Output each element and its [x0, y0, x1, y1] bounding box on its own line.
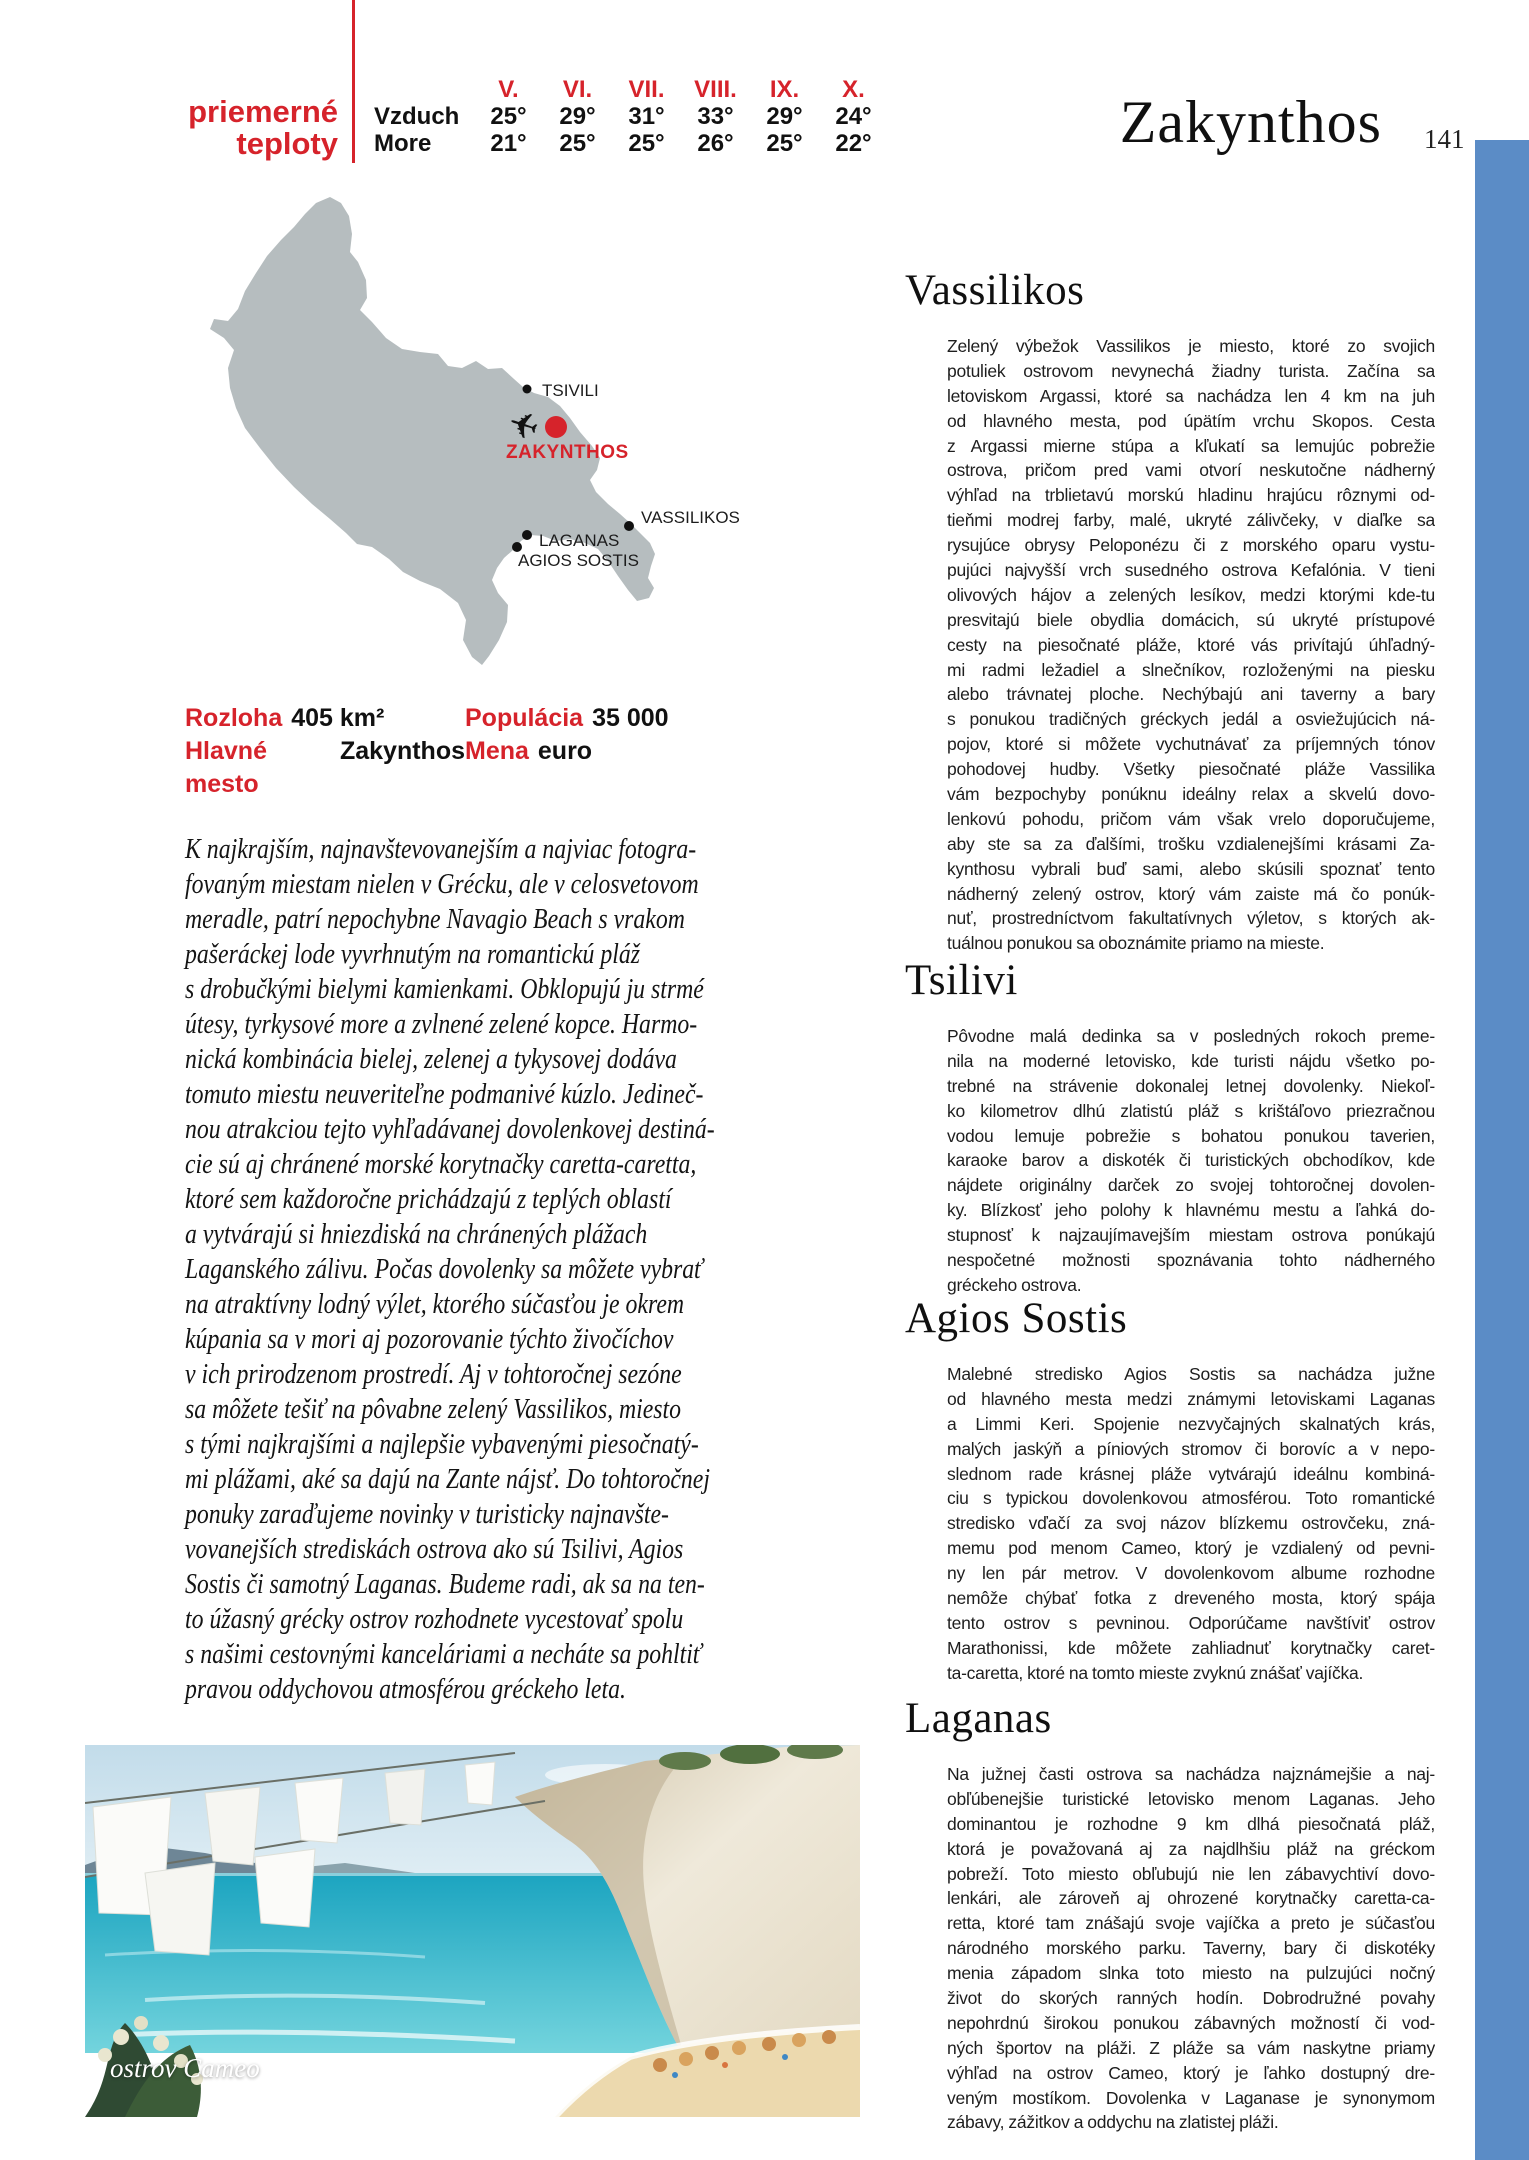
month-header: VIII. — [694, 75, 737, 103]
text-line: nuť, prostredníctvom fakultatívnych výletov, s ktorých ak- — [947, 908, 1435, 929]
fact-currency — [465, 735, 592, 801]
text-line: kúpania sa v mori aj pozorovanie týchto živočíchov — [185, 1323, 674, 1355]
text-line: vám bezpochyby ponúknu ideálny relax a skvelú dovo- — [947, 784, 1435, 805]
text-line: tuálnou ponukou sa oboznámite priamo na mieste. — [947, 933, 1325, 954]
text-line: s ponukou tradičných gréckych jedál a osviežujúcich ná- — [947, 709, 1435, 730]
text-line: tento ostrov s pevninou. Odporúčame navštíviť ostrov — [947, 1612, 1435, 1633]
text-line: nická kombinácia bielej, zelenej a tykysovej dodáva — [185, 1043, 677, 1075]
air-temp-value: 29° — [766, 102, 803, 130]
text-line: mi plážami, aké sa dajú na Zante nájsť. Do tohtoročnej — [185, 1463, 710, 1495]
text-line: nila na moderné letovisko, kde turisti nájdu všetko po- — [947, 1050, 1435, 1071]
island-shape — [210, 197, 655, 665]
text-line: a Limmi Keri. Spojenie nezvyčajných skalnatých krás, — [947, 1413, 1435, 1434]
text-line: tomuto miestu neuveriteľne podmanivé kúzlo. Jedineč- — [185, 1078, 704, 1110]
text-line: aby ste sa za ďalšími, trošku vzdialenejšími krásami Za- — [947, 833, 1435, 854]
text-line: nespočetné možnosti spoznávania tohto nádherného — [947, 1250, 1435, 1271]
fact-capital — [185, 735, 465, 801]
month-header: V. — [498, 75, 519, 103]
text-line: nájdete originálny darček zo svojej tohtoročnej dovolen- — [947, 1175, 1435, 1196]
section-heading: Laganas — [905, 1695, 1052, 1742]
sea-temp-value: 21° — [490, 129, 527, 157]
text-line: ko kilometrov dlhú zlatistú pláž s krištáľovo priezračnou — [947, 1100, 1435, 1121]
sea-temp-value: 25° — [766, 129, 803, 157]
temperature-months-row — [374, 76, 888, 103]
sea-temp-row — [374, 130, 888, 157]
text-line: cie sú aj chránené morské korytnačky caretta-caretta, — [185, 1148, 697, 1180]
photo-cameo — [85, 1745, 860, 2117]
page-edge-bar — [1475, 140, 1529, 2160]
section-laganas — [905, 1696, 1435, 2135]
text-line: pojov, ktoré si môžete vychutnávať za príjemných tónov — [947, 734, 1435, 755]
text-line: ciu s typickou dovolenkovou atmosférou. Toto romantické — [947, 1488, 1435, 1509]
month-header: IX. — [769, 75, 800, 103]
text-line: a vytvárajú si hniezdiská na chránených plážach — [185, 1218, 648, 1250]
text-line: mi radmi ležadiel a slnečníkov, rozloženými na piesku — [947, 659, 1435, 680]
capital-dot-zakynthos — [545, 416, 567, 438]
text-line: nou atrakciou tejto vyhľadávanej dovolenkovej destiná- — [185, 1113, 715, 1145]
text-line: pravou oddychovou atmosférou gréckeho leta. — [185, 1673, 626, 1705]
text-line: lenkári, ale zároveň aj ohrozené korytnačky caretta-ca- — [947, 1888, 1435, 1909]
text-line: z Argassi mierne stúpa a kľukatí sa lemujúc pobrežie — [947, 435, 1435, 456]
avg-temps-label — [40, 96, 338, 160]
text-line: nádherný zelený ostrov, ktorý vám zaiste má čo ponúk- — [947, 883, 1435, 904]
sea-temp-value: 25° — [559, 129, 596, 157]
section-agios-sostis — [905, 1296, 1435, 1686]
town-dot-laganas — [522, 530, 532, 540]
fact-capital-label: Hlavné mesto — [185, 737, 267, 798]
sea-temp-value: 26° — [697, 129, 734, 157]
text-line: pujúci najvyšší vrch susedného ostrova Kefalónia. V tieni — [947, 560, 1435, 581]
text-line: ostrova, pričom pred vami otvorí neskutočne nádherný — [947, 460, 1435, 481]
section-body — [947, 1362, 1435, 1686]
section-body — [947, 1024, 1435, 1298]
text-line: slednom rade krásnej pláže vytvárajú ideálnu kombiná- — [947, 1463, 1435, 1484]
text-line: malých jaskýň a píniových stromov či borovíc a v nepo- — [947, 1438, 1435, 1459]
text-line: výhľad na ostrov Cameo, ktorý je ľahko dostupný dre- — [947, 2062, 1435, 2083]
section-body — [947, 1762, 1435, 2135]
avg-temps-label-line2: teploty — [236, 126, 338, 161]
temperature-table — [374, 76, 888, 157]
text-line: olivových hájov a zelených lesíkov, medzi ktorými kde-tu — [947, 584, 1435, 605]
section-heading: Tsilivi — [905, 957, 1018, 1004]
fact-population-label: Populácia — [465, 704, 584, 732]
text-line: letoviskom Argassi, ktoré sa nachádza len 4 km na juh — [947, 385, 1435, 406]
red-divider — [352, 0, 355, 163]
text-line: Pôvodne malá dedinka sa v posledných rokoch preme- — [947, 1026, 1435, 1046]
text-line: na atraktívny lodný výlet, ktorého súčasťou je okrem — [185, 1288, 685, 1320]
map-label-laganas: LAGANAS — [539, 531, 620, 550]
text-line: v ich prirodzenom prostredí. Aj v tohtoročnej sezóne — [185, 1358, 682, 1390]
text-line: to úžasný grécky ostrov rozhodnete vycestovať spolu — [185, 1603, 684, 1635]
text-line: cesty na piesočnaté pláže, ktoré vás privítajú úhľadný- — [947, 634, 1435, 655]
text-line: ktorá je považovaná aj za najdlhšiu pláž na gréckom — [947, 1838, 1435, 1859]
air-temp-row — [374, 103, 888, 130]
sea-temp-label: More — [374, 129, 432, 157]
map-label-zakynthos: ZAKYNTHOS — [506, 442, 629, 463]
island-map — [150, 180, 750, 680]
text-line: Malebné stredisko Agios Sostis sa nachádza južne — [947, 1364, 1435, 1384]
text-line: fovaným miestam nielen v Grécku, ale v celosvetovom — [185, 868, 699, 900]
text-line: stupnosť k najzaujímavejším miestam ostrova ponúkajú — [947, 1225, 1435, 1246]
fact-area-value: 405 km² — [291, 704, 385, 732]
fact-capital-value: Zakynthos — [339, 737, 465, 765]
text-line: nepohrdnú širokou ponukou zábavných možností či vod- — [947, 2012, 1435, 2033]
month-header: VI. — [562, 75, 593, 103]
map-label-vassilikos: VASSILIKOS — [641, 508, 740, 527]
fact-area — [185, 702, 465, 735]
month-header: VII. — [628, 75, 665, 103]
text-line: dominantou je rozhodne 9 km dlhá piesočnatá pláž, — [947, 1813, 1435, 1834]
text-line: memu pod menom Cameo, ktorý je vzdialený od pevni- — [947, 1538, 1435, 1559]
fact-population-value: 35 000 — [592, 704, 669, 732]
text-line: trebné na strávenie dokonalej letnej dovolenky. Niekoľ- — [947, 1075, 1435, 1096]
text-line: Laganského zálivu. Počas dovolenky sa môžete vybrať — [185, 1253, 703, 1285]
text-line: presvitajú biele obydlia domácich, sú ukryté prístupové — [947, 609, 1435, 630]
text-line: karaoke barov a diskoték či turistických obchodíkov, kde — [947, 1150, 1435, 1171]
text-line: nemôže chýbať fotka z dreveného mosta, ktorý spája — [947, 1588, 1435, 1609]
text-line: Na južnej časti ostrova sa nachádza najznámejšie a naj- — [947, 1764, 1435, 1784]
fact-currency-value: euro — [537, 737, 593, 765]
text-line: Marathonissi, kde môžete zahliadnuť korytnačky caret- — [947, 1637, 1435, 1658]
fact-currency-label: Mena — [465, 737, 529, 765]
avg-temps-label-line1: priemerné — [188, 94, 338, 129]
text-line: s tými najkrajšími a najlepšie vybavenými piesočnatý- — [185, 1428, 699, 1460]
text-line: ponuky zaraďujeme novinky v turisticky najnavšte- — [185, 1498, 669, 1530]
text-line: s našimi cestovnými kanceláriami a necháte sa pohltiť — [185, 1638, 702, 1670]
text-line: rysujúce obrysy Peloponézu či z morského oparu vystu- — [947, 535, 1435, 556]
text-line: Sostis či samotný Laganas. Budeme radi, ak sa na ten- — [185, 1568, 705, 1600]
text-line: retta, ktoré tam znášajú svoje vajíčka a preto je súčasťou — [947, 1913, 1435, 1934]
sea-temp-value: 22° — [835, 129, 872, 157]
town-dot-tsivili — [523, 385, 532, 394]
text-line: pašeráckej lode vyvrhnutým na romantickú pláž — [185, 938, 641, 970]
svg-text:✈: ✈ — [502, 402, 544, 451]
text-line: ktoré sem každoročne prichádzajú z teplých oblastí — [185, 1183, 672, 1215]
text-line: veným mostíkom. Dovolenka v Laganase je synonymom — [947, 2087, 1435, 2108]
facts-row — [185, 702, 669, 735]
air-temp-value: 31° — [628, 102, 665, 130]
air-temp-value: 33° — [697, 102, 734, 130]
section-heading: Vassilikos — [905, 267, 1085, 314]
air-temp-value: 24° — [835, 102, 872, 130]
section-body — [947, 334, 1435, 956]
text-line: od hlavného mesta medzi známymi letoviskami Laganas — [947, 1388, 1435, 1409]
text-line: s drobučkými bielymi kamienkami. Obklopujú ju strmé — [185, 973, 704, 1005]
text-line: ta-caretta, ktoré na tomto mieste zvyknú znášať vajíčka. — [947, 1662, 1364, 1683]
page-title: Zakynthos — [1119, 89, 1382, 155]
intro-text — [185, 832, 831, 1707]
air-temp-value: 29° — [559, 102, 596, 130]
text-line: od hlavného mesta, pod úpätím vrchu Skopos. Cesta — [947, 410, 1435, 431]
text-line: meradle, patrí nepochybne Navagio Beach s vrakom — [185, 903, 685, 935]
text-line: národného morského parku. Taverny, bary či diskotéky — [947, 1938, 1435, 1959]
text-line: ných športov na pláži. Z pláže sa vám naskytne priamy — [947, 2037, 1435, 2058]
map-label-agios-sostis: AGIOS SOSTIS — [518, 551, 639, 570]
text-line: menia západom slnka toto miesto na pulzujúci nočný — [947, 1963, 1435, 1984]
map-label-tsivili: TSIVILI — [542, 381, 599, 400]
fact-population — [465, 702, 669, 735]
text-line: život do skorých ranných hodín. Dobrodružné povahy — [947, 1988, 1435, 2009]
section-tsilivi — [905, 958, 1435, 1298]
text-line: lenkovú pohodu, pričom vám však vrelo doporučujeme, — [947, 808, 1435, 829]
island-facts — [185, 702, 669, 801]
page-number: 141 — [1424, 124, 1465, 154]
text-line: gréckeho ostrova. — [947, 1274, 1082, 1295]
text-line: sa môžete tešiť na pôvabne zelený Vassilikos, miesto — [185, 1393, 682, 1425]
text-line: vovanejších strediskách ostrova ako sú Tsilivi, Agios — [185, 1533, 684, 1565]
air-temp-value: 25° — [490, 102, 527, 130]
text-line: Zelený výbežok Vassilikos je miesto, ktoré zo svojich — [947, 336, 1435, 356]
text-line: ny len pár metrov. V dovolenkovom albume rozhodne — [947, 1563, 1435, 1584]
section-heading: Agios Sostis — [905, 1295, 1128, 1342]
text-line: pobreží. Toto miesto obľubujú nie len zábavychtiví dovo- — [947, 1863, 1435, 1884]
text-line: zábavy, zážitkov a oddychu na zlatistej pláži. — [947, 2112, 1279, 2133]
fact-area-label: Rozloha — [185, 704, 283, 732]
photo-caption: ostrov Cameo — [110, 2053, 260, 2083]
text-line: K najkrajším, najnavštevovanejším a najviac fotogra- — [185, 833, 697, 865]
month-header: X. — [842, 75, 865, 103]
air-temp-label: Vzduch — [374, 102, 460, 130]
sea-temp-value: 25° — [628, 129, 665, 157]
cliff-shrub — [659, 1752, 711, 1770]
text-line: kynthosu vybrali buď sami, alebo skúsili spoznať tento — [947, 858, 1435, 879]
text-line: obľúbenejšie turistické letovisko menom Laganas. Jeho — [947, 1788, 1435, 1809]
text-line: stredisko vďačí za svoj názov blízkemu ostrovčeku, zná- — [947, 1513, 1435, 1534]
text-line: útesy, tyrkysové more a zvlnené zelené kopce. Harmo- — [185, 1008, 698, 1040]
text-line: pohodovej hudby. Všetky piesočnaté pláže Vassilika — [947, 759, 1435, 780]
section-vassilikos — [905, 268, 1435, 956]
text-line: vodou lemuje pobrežie s bohatou ponukou taverien, — [947, 1125, 1435, 1146]
text-line: tieňmi modrej farby, malé, ukryté zálivčeky, v diaľke sa — [947, 510, 1435, 531]
text-line: alebo trávnatej ploche. Nechýbajú ani taverny a bary — [947, 684, 1435, 705]
town-dot-vassilikos — [624, 521, 634, 531]
text-line: ky. Blízkosť jeho polohy k hlavnému mestu a ľahká do- — [947, 1200, 1435, 1221]
facts-row — [185, 735, 669, 801]
text-line: výhľad na trblietavú morskú hladinu hrajúcu rôznymi od- — [947, 485, 1435, 506]
text-line: potuliek ostrovom nevynechá žiadny turista. Začína sa — [947, 360, 1435, 381]
